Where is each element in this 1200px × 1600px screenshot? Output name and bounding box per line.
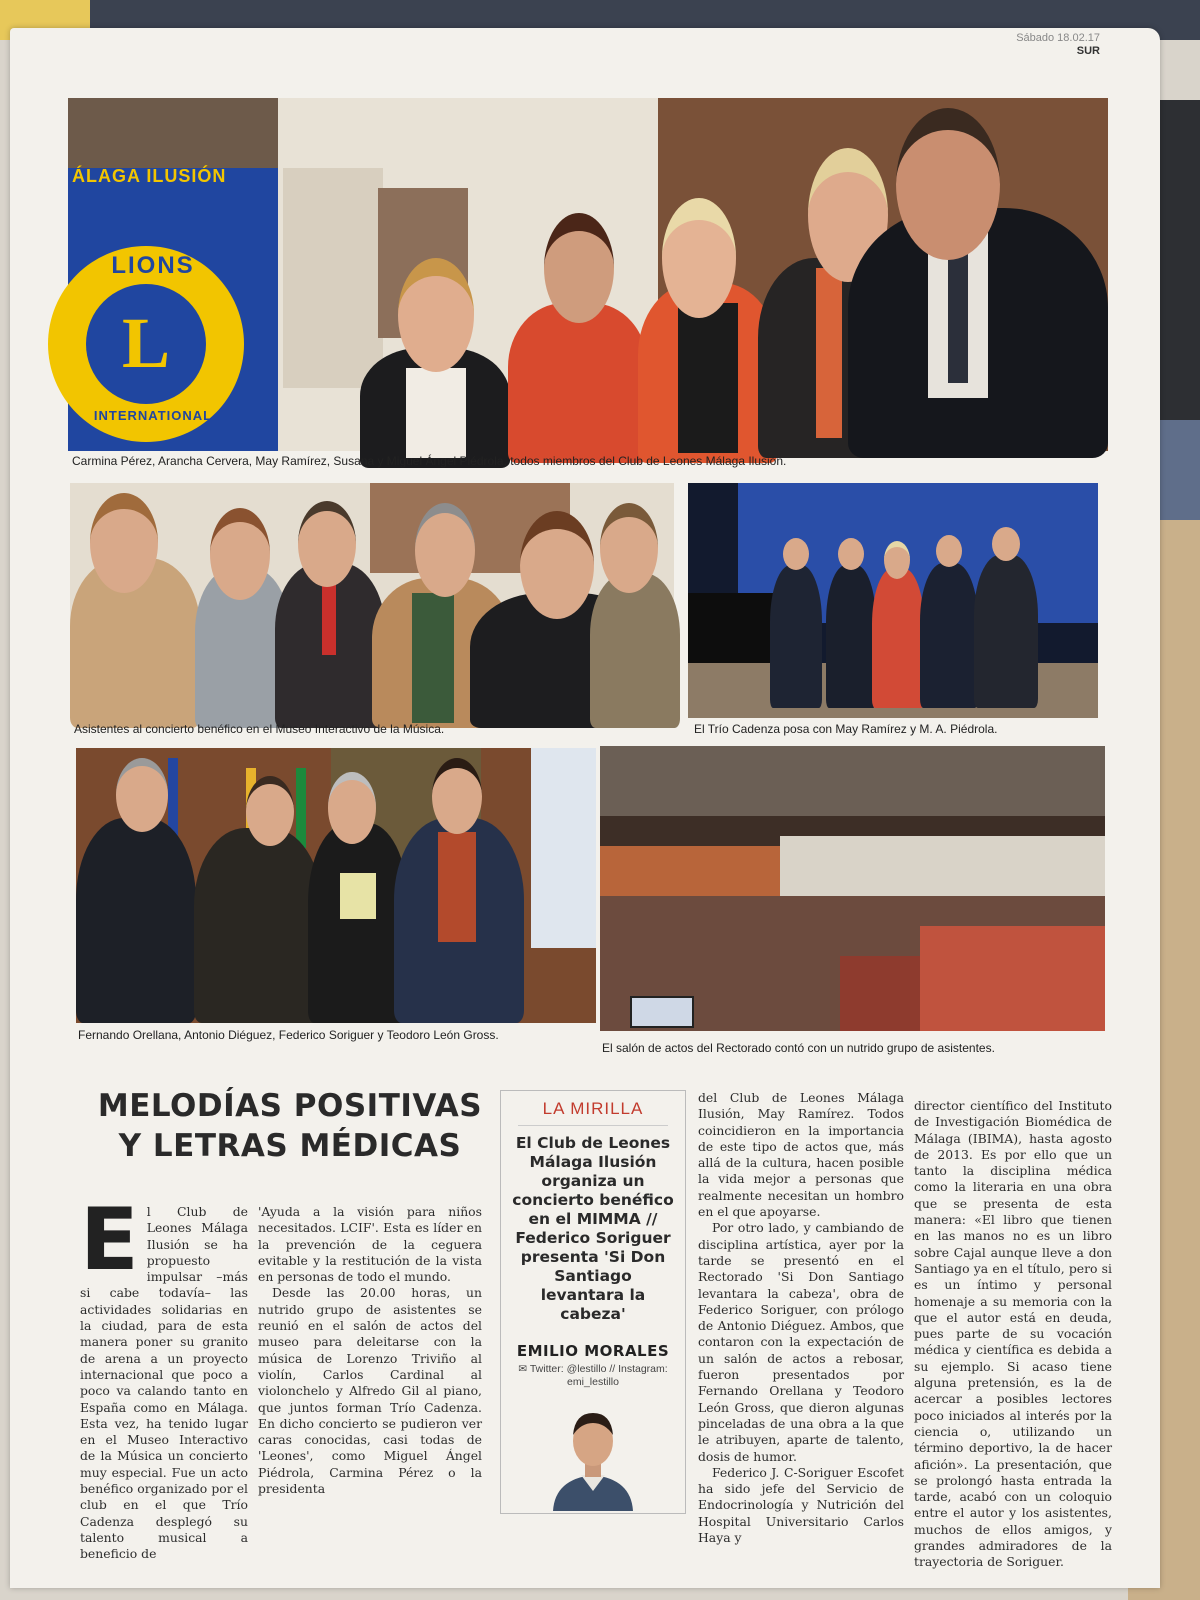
- banner-text: ÁLAGA ILUSIÓN: [72, 166, 227, 186]
- lions-logo-word-bottom: INTERNATIONAL: [93, 408, 213, 423]
- back-wall: [780, 836, 1105, 896]
- article-column-2: [258, 1204, 482, 1544]
- lions-banner: [68, 168, 278, 451]
- teodoro-leon-gross-sweater: [438, 832, 476, 942]
- teodoro-leon-gross-head: [432, 758, 482, 834]
- piano: [688, 593, 778, 663]
- musician-2-head: [838, 538, 864, 570]
- mirilla-kicker: LA MIRILLA: [542, 1099, 644, 1118]
- article-paragraph: Desde las 20.00 horas, un nutrido grupo de asistentes se reunió en el salón de actos del museo para deleitarse con la música de Lorenzo Triviño al violín, Carlos Cardinal al violonchelo y Alfredo Gil al piano, que juntos forman Trío Cadenza. En dicho concierto se pudieron ver caras conocidas, casi todas de 'Leones', como Miguel Ángel Piédrola, Carmina Pérez o la presidenta: [258, 1285, 482, 1497]
- article-paragraph: Federico J. C-Soriguer Escofet ha sido jefe del Servicio de Endocrinología y Nutrición del Hospital Universitario Carlos Haya y: [698, 1464, 904, 1546]
- headline-line-2: Y LETRAS MÉDICAS: [118, 1128, 462, 1164]
- ceiling: [600, 746, 1105, 816]
- article-column-3: [698, 1090, 904, 1546]
- article-column-4: [914, 1098, 1112, 1570]
- antonio-dieguez-head: [246, 776, 294, 846]
- musician-3: [920, 563, 978, 708]
- miguel-angel-piedrola: [974, 555, 1038, 708]
- article-paragraph: 'Ayuda a la visión para niños necesitados. LCIF'. Esta es líder en la prevención de la ceguera evitable y la restitución de la vista en personas de todo el mundo.: [258, 1204, 482, 1285]
- photo-attendees-museum: [70, 483, 674, 718]
- dropcap: E: [80, 1190, 139, 1290]
- photo-book-presenters: [76, 748, 596, 1023]
- person-6-head: [600, 503, 658, 593]
- person-susana-scarf: [816, 268, 842, 438]
- photo-caption: El salón de actos del Rectorado contó con un nutrido grupo de asistentes.: [602, 1041, 995, 1055]
- flag-andalucia: [296, 768, 306, 848]
- musician-1: [770, 565, 822, 708]
- publication-name: SUR: [1076, 45, 1100, 57]
- fernando-orellana: [76, 818, 196, 1023]
- person-4-head: [415, 503, 475, 597]
- article-paragraph: Por otro lado, y cambiando de disciplina artística, ayer por la tarde se presentó en el Rectorado 'Si Don Santiago levantara la cabeza', obra de Federico Soriguer, con prólogo de Antonio Diéguez. Ambos, que contaron con la expectación de un salón de actos a rebosar, fueron presentados por Fernando Orellana y Teodoro León Gross, que dieron algunas pinceladas de una obra a la que le atribuyen, aparte de talento, dosis de humor.: [698, 1220, 904, 1464]
- musician-1-head: [783, 538, 809, 570]
- aisle: [840, 956, 920, 1031]
- laptop-screen: [630, 996, 694, 1028]
- person-carmina-shirt: [406, 368, 466, 458]
- article-paragraph: del Club de Leones Málaga Ilusión, May Ramírez. Todos coincidieron en la importancia de este tipo de actos que, más allá de la cultura, hacen posible la vida mejor a personas que realmente necesitan un hombro en el que apoyarse.: [698, 1090, 904, 1220]
- federico-soriguer: [308, 823, 408, 1023]
- person-may-head: [662, 198, 736, 318]
- person-arancha-head: [544, 213, 614, 323]
- photo-caption: Fernando Orellana, Antonio Diéguez, Federico Soriguer y Teodoro León Gross.: [78, 1028, 499, 1042]
- person-arancha: [508, 303, 648, 463]
- date-text: Sábado 18.02.17: [1016, 32, 1100, 44]
- projection-screen: [531, 748, 596, 948]
- photo-caption: Carmina Pérez, Arancha Cervera, May Ramírez, Susana y Miguel Ángel Piédrola, todos miembros del Club de Leones Málaga Ilusión.: [72, 454, 787, 468]
- person-3-tie: [322, 575, 336, 655]
- mirilla-divider: [518, 1125, 668, 1126]
- la-mirilla-box: [500, 1090, 686, 1514]
- musician-2: [826, 565, 876, 708]
- person-miguel-angel-head: [896, 108, 1000, 260]
- lions-logo: [48, 246, 244, 442]
- person-2-head: [210, 508, 270, 600]
- article-headline: [90, 1086, 490, 1166]
- person-4-sweater: [412, 593, 454, 723]
- headline-line-1: MELODÍAS POSITIVAS: [97, 1088, 483, 1124]
- photo-caption: Asistentes al concierto benéfico en el Museo Interactivo de la Música.: [74, 722, 445, 736]
- may-ramirez: [872, 568, 924, 708]
- lions-logo-word-top: LIONS: [111, 252, 195, 279]
- person-6: [590, 573, 680, 728]
- article-paragraph: l Club de Leones Málaga Ilusión se ha propuesto impulsar –más si cabe todavía– las actividades solidarias en la ciudad, para de esta manera poner su granito de arena a un proyecto internacional que poco a poco va calando tanto en España como en Málaga. Esta vez, ha tenido lugar en el Museo Interactivo de la Música un concierto muy especial. Fue un acto benéfico organizado por el club en el que Trío Cadenza desplegó su talento musical a beneficio de: [80, 1204, 248, 1562]
- person-carmina-head: [398, 258, 474, 372]
- book: [340, 873, 376, 919]
- article-column-1: [80, 1190, 248, 1562]
- author-name: EMILIO MORALES: [516, 1342, 670, 1360]
- article-paragraph: director científico del Instituto de Investigación Biomédica de Málaga (IBIMA), hasta agosto de 2013. Es por ello que un tanto la disciplina médica como la literaria en una obra que se presenta de esta manera: «El libro que tienen en las manos no es un libro sobre Cajal aunque lleve a don Santiago ya en el título, pero si es un íntimo y personal homenaje a su memoria con la que el autor está en deuda, pues parte de su vocación médica y científica es debida a su ejemplo. Si acaso tiene alguna pretensión, es la de acercar a posibles lectores poco iniciados al interés por la ciencia o, utilizando un término deportivo, la de hacer afición». La presentación, que se prolongó hasta entrada la tarde, acabó con un coloquio entre el autor y los asistentes, muchos de ellos amigos, y grandes admiradores de la trayectoria de Soriguer.: [914, 1098, 1112, 1570]
- dateline: [1016, 32, 1100, 58]
- photo-trio-cadenza: [688, 483, 1098, 718]
- person-3-head: [298, 501, 356, 587]
- author-portrait: [543, 1391, 643, 1511]
- newspaper-page: [10, 28, 1160, 1588]
- person-5-head: [520, 511, 594, 619]
- musician-3-head: [936, 535, 962, 567]
- author-social: ✉ Twitter: @lestillo // Instagram: emi_lestillo: [518, 1363, 668, 1388]
- antonio-dieguez: [194, 828, 322, 1023]
- lions-logo-letter: L: [121, 303, 171, 383]
- may-ramirez-head: [884, 541, 910, 579]
- seats: [920, 926, 1105, 1031]
- photo-rectorado-hall: [600, 746, 1105, 1031]
- miguel-angel-piedrola-head: [992, 527, 1020, 561]
- photo-lions-members: [68, 98, 1108, 451]
- person-may-top: [678, 303, 738, 453]
- shelf: [283, 168, 383, 388]
- photo-caption: El Trío Cadenza posa con May Ramírez y M. A. Piédrola.: [694, 722, 998, 736]
- person-1-head: [90, 493, 158, 593]
- federico-soriguer-head: [328, 772, 376, 844]
- fernando-orellana-head: [116, 758, 168, 832]
- mirilla-title: El Club de Leones Málaga Ilusión organiza un concierto benéfico en el MIMMA // Federico Soriguer presenta 'Si Don Santiago levantara la cabeza': [512, 1134, 674, 1323]
